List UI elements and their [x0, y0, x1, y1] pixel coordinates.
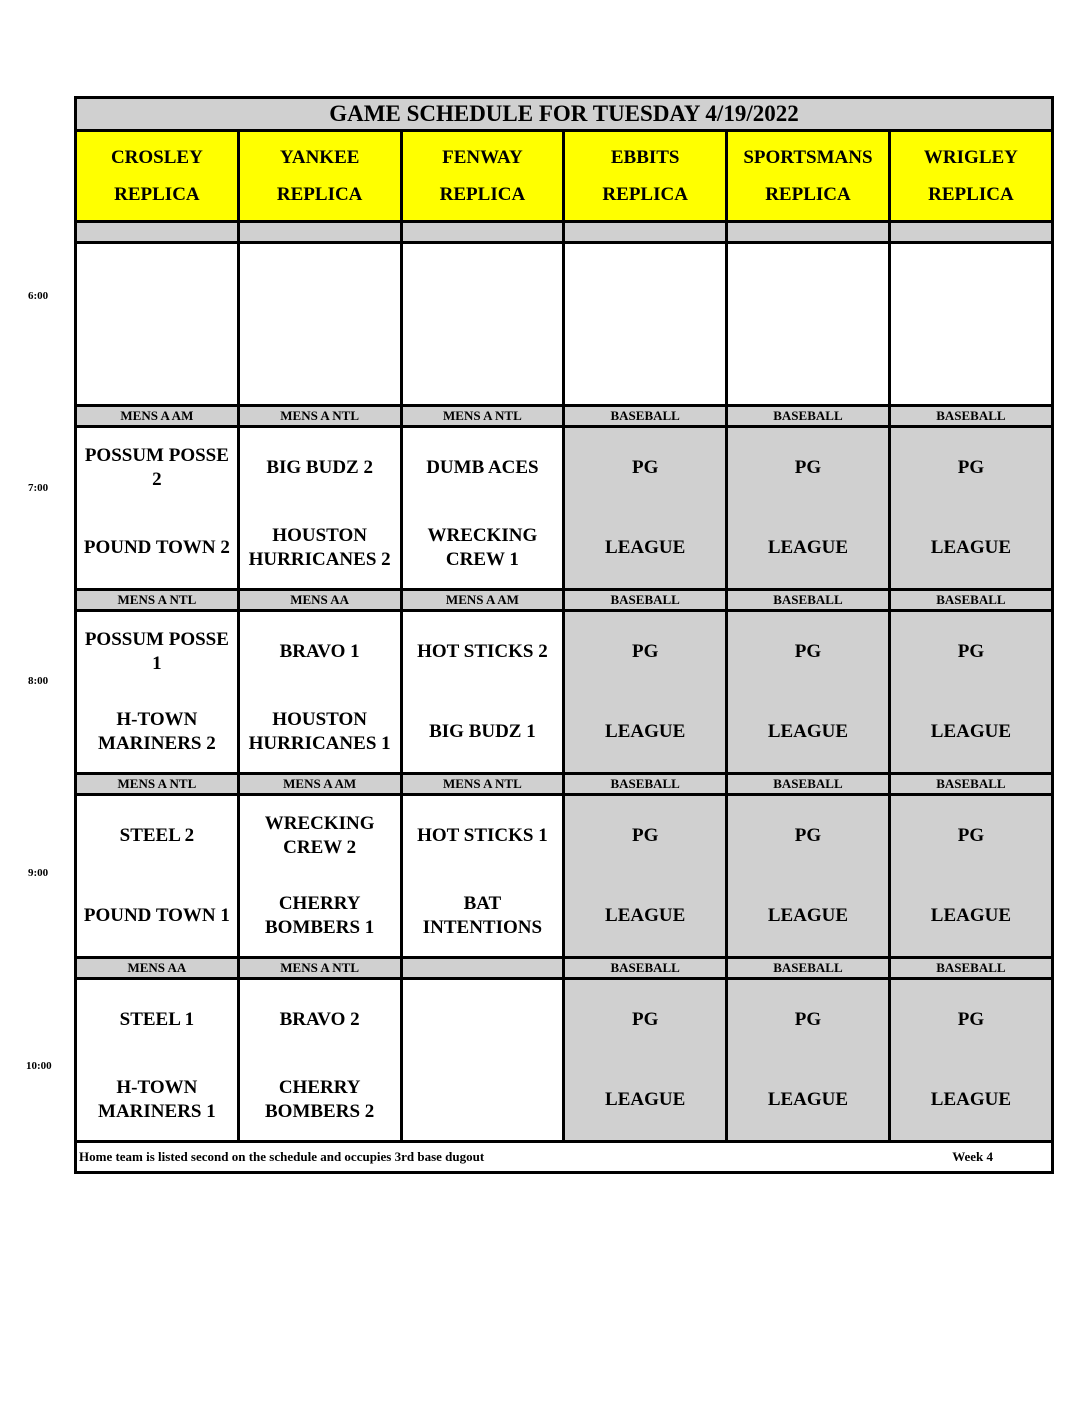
time-label: 6:00 [28, 290, 49, 302]
time-label: 9:00 [28, 867, 49, 879]
away-team-cell: POSSUM POSSE 2 [76, 427, 239, 509]
away-team-cell: PG [727, 611, 890, 693]
away-team-cell: PG [564, 611, 727, 693]
field-header [727, 131, 890, 222]
field-subtitle: REPLICA [114, 184, 200, 205]
away-team-cell: DUMB ACES [401, 427, 564, 509]
field-name: CROSLEY [110, 147, 203, 168]
league-label: BASEBALL [564, 958, 727, 979]
field-name: WRIGLEY [923, 147, 1018, 168]
field-name: SPORTSMANS [743, 147, 873, 168]
away-team-cell: BRAVO 2 [238, 979, 401, 1061]
league-label: MENS A NTL [238, 958, 401, 979]
home-team-cell: HOUSTON HURRICANES 2 [238, 508, 401, 590]
spacer-cell [727, 222, 890, 243]
field-subtitle: REPLICA [928, 184, 1014, 205]
home-team-cell: BAT INTENTIONS [401, 876, 564, 958]
empty-slot-cell [727, 243, 890, 406]
empty-slot-cell [564, 243, 727, 406]
league-label: BASEBALL [889, 406, 1052, 427]
schedule-table [74, 96, 1054, 1174]
away-team-cell: POSSUM POSSE 1 [76, 611, 239, 693]
field-subtitle: REPLICA [276, 184, 363, 205]
league-label: BASEBALL [889, 590, 1052, 611]
league-label: BASEBALL [564, 774, 727, 795]
home-team-cell: LEAGUE [564, 692, 727, 774]
spacer-cell [401, 222, 564, 243]
home-team-cell: H-TOWN MARINERS 1 [76, 1060, 239, 1142]
field-header [76, 131, 239, 222]
spacer-cell [564, 222, 727, 243]
spacer-cell [889, 222, 1052, 243]
field-header [564, 131, 727, 222]
away-team-cell: PG [889, 611, 1052, 693]
league-label: BASEBALL [727, 406, 890, 427]
away-team-cell: PG [564, 979, 727, 1061]
home-team-cell: LEAGUE [564, 876, 727, 958]
away-team-cell: BRAVO 1 [238, 611, 401, 693]
home-team-cell: LEAGUE [564, 1060, 727, 1142]
home-team-cell: LEAGUE [727, 508, 890, 590]
footer-inner [79, 1149, 1049, 1165]
league-label: BASEBALL [889, 774, 1052, 795]
home-team-cell: LEAGUE [889, 876, 1052, 958]
league-label: MENS A NTL [76, 774, 239, 795]
league-label: BASEBALL [727, 958, 890, 979]
league-label: BASEBALL [727, 774, 890, 795]
home-team-cell: LEAGUE [889, 508, 1052, 590]
league-label: BASEBALL [727, 590, 890, 611]
time-column [0, 0, 70, 1408]
spacer-cell [238, 222, 401, 243]
field-subtitle: REPLICA [439, 184, 526, 205]
empty-slot-cell [889, 243, 1052, 406]
home-team-cell: POUND TOWN 2 [76, 508, 239, 590]
away-team-cell: PG [727, 795, 890, 877]
home-team-cell [401, 1060, 564, 1142]
away-team-cell: STEEL 2 [76, 795, 239, 877]
empty-slot-cell [76, 243, 239, 406]
league-label [401, 958, 564, 979]
time-label: 8:00 [28, 675, 49, 687]
league-label: BASEBALL [564, 406, 727, 427]
home-team-cell: LEAGUE [889, 692, 1052, 774]
home-team-cell: CHERRY BOMBERS 2 [238, 1060, 401, 1142]
league-label: MENS A NTL [76, 590, 239, 611]
away-team-cell: WRECKING CREW 2 [238, 795, 401, 877]
field-subtitle: REPLICA [765, 184, 851, 205]
league-label: BASEBALL [564, 590, 727, 611]
field-name: EBBITS [610, 147, 680, 168]
league-label: MENS A AM [76, 406, 239, 427]
field-header [401, 131, 564, 222]
field-name: FENWAY [442, 147, 523, 168]
home-team-cell: WRECKING CREW 1 [401, 508, 564, 590]
league-label: MENS AA [238, 590, 401, 611]
schedule-title: GAME SCHEDULE FOR TUESDAY 4/19/2022 [76, 98, 1053, 131]
away-team-cell: PG [889, 795, 1052, 877]
empty-slot-cell [401, 243, 564, 406]
home-team-cell: HOUSTON HURRICANES 1 [238, 692, 401, 774]
home-team-cell: POUND TOWN 1 [76, 876, 239, 958]
time-label: 7:00 [28, 482, 49, 494]
home-team-cell: LEAGUE [727, 876, 890, 958]
empty-slot-cell [238, 243, 401, 406]
away-team-cell: PG [564, 795, 727, 877]
home-team-cell: LEAGUE [889, 1060, 1052, 1142]
league-label: MENS A NTL [238, 406, 401, 427]
away-team-cell: PG [727, 427, 890, 509]
league-label: MENS A NTL [401, 406, 564, 427]
home-team-cell: LEAGUE [727, 692, 890, 774]
away-team-cell: PG [889, 427, 1052, 509]
league-label: MENS A NTL [401, 774, 564, 795]
field-subtitle: REPLICA [602, 184, 688, 205]
league-label: MENS A AM [238, 774, 401, 795]
away-team-cell: PG [889, 979, 1052, 1061]
footer-note: Home team is listed second on the schedule and occupies 3rd base dugout [79, 1149, 485, 1164]
away-team-cell: PG [564, 427, 727, 509]
away-team-cell: PG [727, 979, 890, 1061]
away-team-cell: HOT STICKS 1 [401, 795, 564, 877]
home-team-cell: LEAGUE [564, 508, 727, 590]
field-header [238, 131, 401, 222]
home-team-cell: LEAGUE [727, 1060, 890, 1142]
away-team-cell: BIG BUDZ 2 [238, 427, 401, 509]
spacer-cell [76, 222, 239, 243]
league-label: MENS AA [76, 958, 239, 979]
home-team-cell: H-TOWN MARINERS 2 [76, 692, 239, 774]
home-team-cell: BIG BUDZ 1 [401, 692, 564, 774]
away-team-cell: HOT STICKS 2 [401, 611, 564, 693]
away-team-cell [401, 979, 564, 1061]
league-label: BASEBALL [889, 958, 1052, 979]
away-team-cell: STEEL 1 [76, 979, 239, 1061]
league-label: MENS A AM [401, 590, 564, 611]
time-label: 10:00 [26, 1060, 52, 1072]
week-label: Week 4 [952, 1149, 993, 1164]
field-header [889, 131, 1052, 222]
home-team-cell: CHERRY BOMBERS 1 [238, 876, 401, 958]
field-name: YANKEE [279, 147, 360, 168]
footer-note-row [76, 1142, 1053, 1173]
